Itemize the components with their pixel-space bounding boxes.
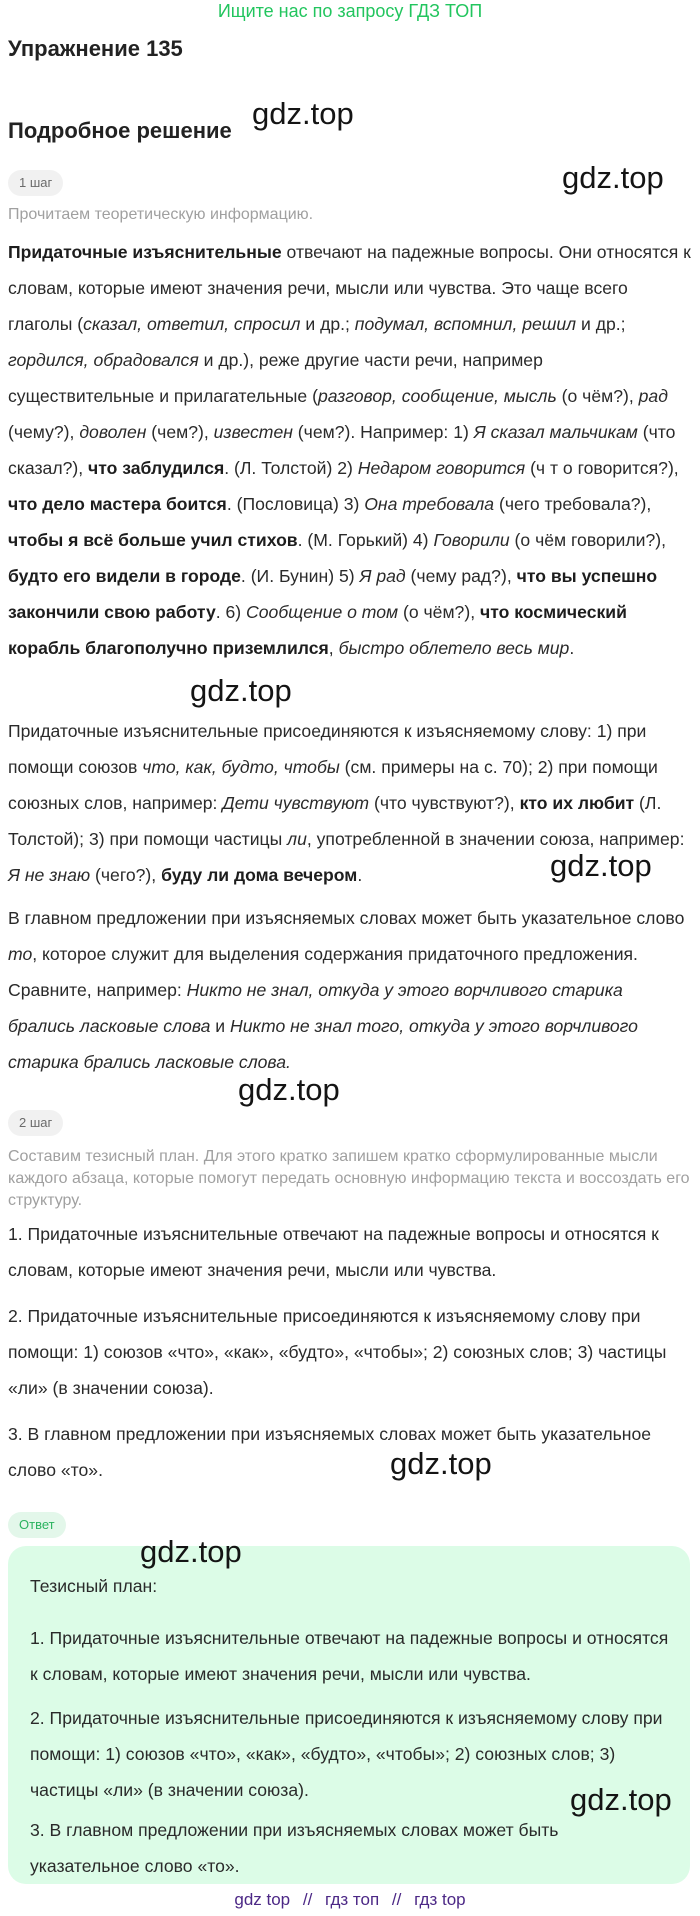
watermark: gdz.top xyxy=(190,673,292,708)
italic-fragment: гордился, обрадовался xyxy=(8,350,199,370)
text-fragment: , употребленной в значении союза, например: xyxy=(306,829,685,849)
bold-fragment: что дело мастера боится xyxy=(8,494,227,514)
footer-link-1[interactable]: gdz top xyxy=(234,1890,291,1909)
bold-fragment: что заблудился xyxy=(88,458,225,478)
text-fragment: отвечают на падежные вопросы. Они относятся к словам, которые имеют значения речи, мысли или чувства. Это чаще всего глаголы ( xyxy=(8,242,691,334)
italic-fragment: подумал, вспомнил, решил xyxy=(354,314,577,334)
italic-fragment: сказал, ответил, спросил xyxy=(83,314,301,334)
text-fragment: (что сказал?), xyxy=(8,422,676,478)
italic-fragment: ли xyxy=(287,829,307,849)
italic-fragment: разговор, сообщение, мысль xyxy=(317,386,557,406)
text-fragment: (о чём?), xyxy=(398,602,480,622)
step-badge-1: 1 шаг xyxy=(8,170,63,196)
text-fragment: (чего требовала?), xyxy=(494,494,652,514)
text-fragment: (Л. Толстой); 3) при помощи частицы xyxy=(8,793,662,849)
text-fragment: В главном предложении при изъясняемых словах может быть указательное слово xyxy=(8,908,685,928)
text-fragment: Придаточные изъяснительные присоединяются к изъясняемому слову: 1) при помощи союзов xyxy=(8,721,647,777)
watermark: gdz.top xyxy=(390,1446,492,1481)
text-fragment: и др.; xyxy=(576,314,626,334)
theory-paragraph-1 xyxy=(8,234,692,666)
italic-fragment: то xyxy=(8,944,33,964)
step-hint-1: Прочитаем теоретическую информацию. xyxy=(8,206,314,223)
search-banner: Ищите нас по запросу ГДЗ ТОП xyxy=(217,1,483,21)
text-fragment: . (Пословица) 3) xyxy=(226,494,365,514)
text-fragment: (чему?), xyxy=(8,422,80,442)
text-fragment: . (М. Горький) 4) xyxy=(297,530,434,550)
bold-fragment: буду ли дома вечером xyxy=(161,865,358,885)
italic-fragment: Говорили xyxy=(433,530,510,550)
text-fragment: . xyxy=(569,638,575,658)
italic-fragment: Недаром говорится xyxy=(357,458,526,478)
text-fragment: (что чувствуют?), xyxy=(369,793,520,813)
plan-item-2: 2. Придаточные изъяснительные присоединяются к изъясняемому слову при помощи: 1) союзов «что», «как», «будто», «чтобы»; 2) союзных слов; 3) частицы «ли» (в значении союза). xyxy=(8,1306,667,1398)
italic-fragment: Дети чувствуют xyxy=(222,793,370,813)
watermark: gdz.top xyxy=(562,160,664,195)
text-fragment: (о чём?), xyxy=(556,386,639,406)
answer-item-2: 2. Придаточные изъяснительные присоединяются к изъясняемому слову при помощи: 1) союзов «что», «как», «будто», «чтобы»; 2) союзных слов; 3) частицы «ли» (в значении союза). xyxy=(30,1708,663,1800)
answer-item-3: 3. В главном предложении при изъясняемых словах может быть указательное слово «то». xyxy=(30,1820,559,1876)
text-fragment: (о чём говорили?), xyxy=(509,530,667,550)
bold-fragment: кто их любит xyxy=(519,793,635,813)
watermark: gdz.top xyxy=(238,1072,340,1107)
footer-separator: // xyxy=(391,1890,402,1909)
text-fragment: (чему рад?), xyxy=(405,566,517,586)
italic-fragment: Никто не знал того, откуда у этого ворчливого старика брались ласковые слова. xyxy=(8,1016,638,1072)
footer-link-2[interactable]: гдз топ xyxy=(325,1890,380,1909)
text-fragment: и xyxy=(210,1016,231,1036)
step-badge-2: 2 шаг xyxy=(8,1110,63,1136)
footer-separator: // xyxy=(302,1890,313,1909)
text-fragment: . (Л. Толстой) 2) xyxy=(224,458,358,478)
text-fragment: (ч т о говорится?), xyxy=(525,458,679,478)
footer-link-3[interactable]: гдз top xyxy=(414,1890,466,1909)
watermark: gdz.top xyxy=(570,1782,672,1817)
italic-fragment: рад xyxy=(638,386,668,406)
text-fragment: , которое служит для выделения содержания придаточного предложения. Сравните, например: xyxy=(8,944,638,1000)
text-fragment: . 6) xyxy=(215,602,247,622)
watermark: gdz.top xyxy=(140,1534,242,1569)
italic-fragment: Я рад xyxy=(359,566,406,586)
solution-heading: Подробное решение xyxy=(8,118,232,143)
italic-fragment: Я не знаю xyxy=(8,865,91,885)
italic-fragment: доволен xyxy=(79,422,147,442)
text-fragment: . (И. Бунин) 5) xyxy=(240,566,360,586)
italic-fragment: Сообщение о том xyxy=(246,602,399,622)
text-fragment: (см. примеры на с. 70); 2) при помощи союзных слов, например: xyxy=(8,757,658,813)
footer-links xyxy=(0,1888,700,1912)
italic-fragment: известен xyxy=(213,422,293,442)
bold-fragment: чтобы я всё больше учил стихов xyxy=(8,530,298,550)
italic-fragment: быстро облетело весь мир xyxy=(338,638,570,658)
text-fragment: (чем?). Например: 1) xyxy=(292,422,474,442)
italic-fragment: Я сказал мальчикам xyxy=(473,422,638,442)
text-fragment: , xyxy=(328,638,339,658)
answer-box xyxy=(8,1546,690,1884)
text-fragment: . xyxy=(357,865,363,885)
watermark: gdz.top xyxy=(252,96,354,131)
answer-badge: Ответ xyxy=(8,1512,66,1538)
italic-fragment: Никто не знал, откуда у этого ворчливого старика брались ласковые слова xyxy=(8,980,623,1036)
plan-item-1: 1. Придаточные изъяснительные отвечают на падежные вопросы и относятся к словам, которые имеют значения речи, мысли или чувства. xyxy=(8,1224,659,1280)
step-hint-2: Составим тезисный план. Для этого кратко запишем кратко сформулированные мысли каждого абзаца, которые помогут передать основную информацию текста и воссоздать его структуру. xyxy=(8,1148,690,1209)
watermark: gdz.top xyxy=(550,848,652,883)
italic-fragment: что, как, будто, чтобы xyxy=(142,757,340,777)
bold-fragment: что вы успешно закончили свою работу xyxy=(8,566,658,622)
italic-fragment: Она требовала xyxy=(364,494,495,514)
text-fragment: и др.), реже другие части речи, например существительные и прилагательные ( xyxy=(8,350,543,406)
page-title: Упражнение 135 xyxy=(8,36,183,61)
text-fragment: (чего?), xyxy=(90,865,162,885)
plan-item-3: 3. В главном предложении при изъясняемых словах может быть указательное слово «то». xyxy=(8,1424,652,1480)
bold-fragment: будто его видели в городе xyxy=(8,566,241,586)
text-fragment: и др.; xyxy=(300,314,355,334)
theory-paragraph-3 xyxy=(8,900,692,1080)
bold-fragment: Придаточные изъяснительные xyxy=(8,242,282,262)
answer-heading: Тезисный план: xyxy=(30,1576,158,1596)
bold-fragment: что космический корабль благополучно приземлился xyxy=(8,602,627,658)
answer-item-1: 1. Придаточные изъяснительные отвечают на падежные вопросы и относятся к словам, которые имеют значения речи, мысли или чувства. xyxy=(30,1628,669,1684)
text-fragment: (чем?), xyxy=(146,422,214,442)
